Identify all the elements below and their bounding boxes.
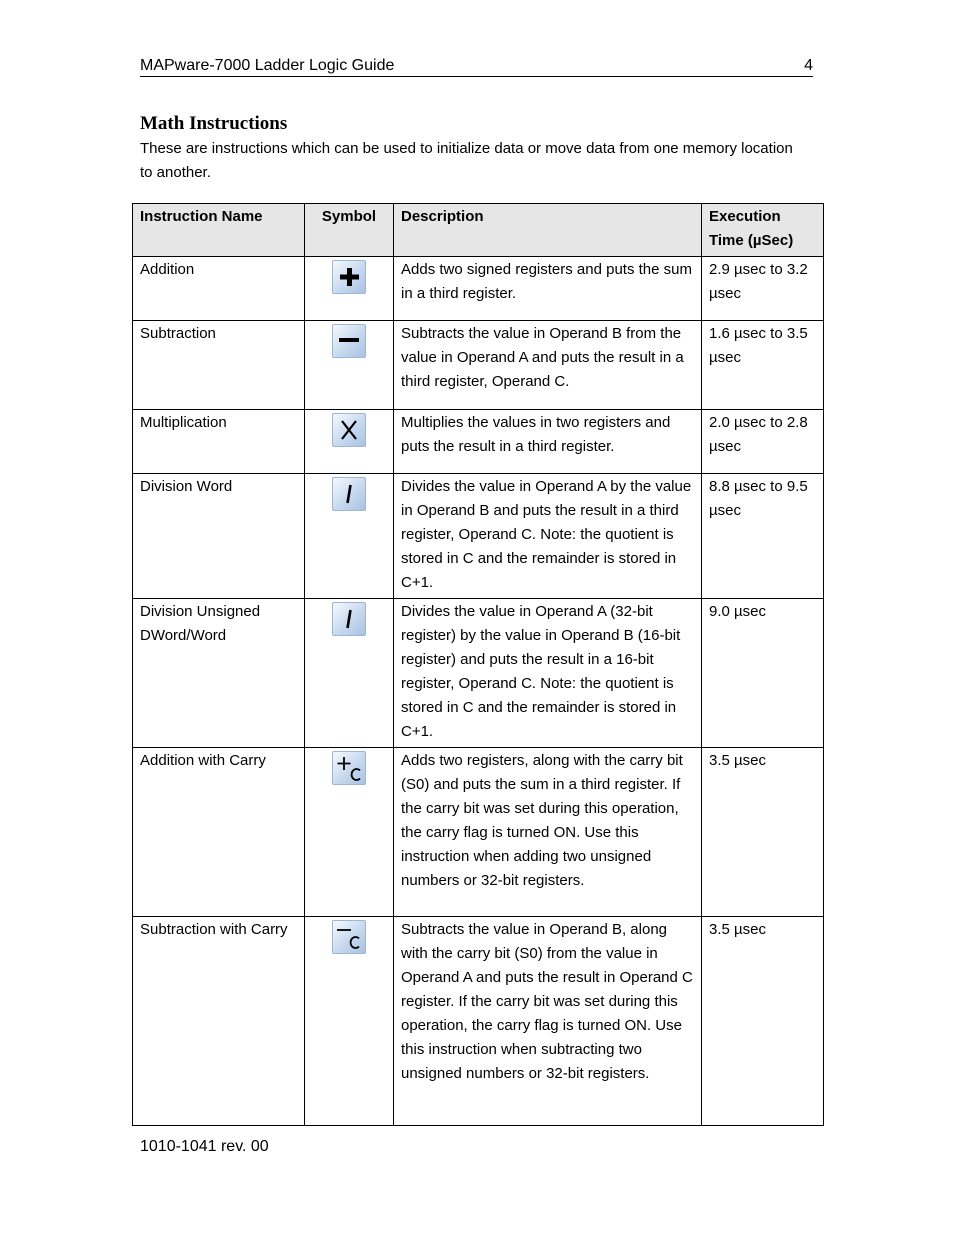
symbol-cell — [305, 257, 394, 321]
minus-icon — [332, 324, 366, 358]
table-row — [133, 257, 824, 321]
table-header-row — [133, 204, 824, 257]
instruction-name: Subtraction with Carry — [133, 917, 305, 1126]
instruction-description: Subtracts the value in Operand B, along with the carry bit (S0) from the value in Operand A and puts the result in Operand C register. If the carry bit was set during this operation, the carry flag is turned ON. Use this instruction when subtracting two unsigned numbers or 32-bit registers. — [394, 917, 702, 1126]
page-number: 4 — [804, 57, 813, 74]
section-intro: These are instructions which can be used to initialize data or move data from one memory location to another. — [140, 140, 793, 181]
header-symbol: Symbol — [305, 204, 394, 257]
table-row — [133, 474, 824, 599]
subtract-carry-icon — [332, 920, 366, 954]
instruction-description: Divides the value in Operand A (32-bit register) by the value in Operand B (16-bit register) and puts the result in a 16-bit register, Operand C. Note: the quotient is stored in C and the remainder is stored in C+1. — [394, 599, 702, 748]
header-description: Description — [394, 204, 702, 257]
symbol-cell — [305, 410, 394, 474]
table-row — [133, 599, 824, 748]
document-footer: 1010-1041 rev. 00 — [140, 1138, 269, 1155]
table-row — [133, 410, 824, 474]
symbol-cell — [305, 917, 394, 1126]
table-row — [133, 917, 824, 1126]
instruction-name: Division Unsigned DWord/Word — [133, 599, 305, 748]
instruction-name: Division Word — [133, 474, 305, 599]
multiply-icon — [332, 413, 366, 447]
instruction-description: Divides the value in Operand A by the value in Operand B and puts the result in a third register, Operand C. Note: the quotient is stored in C and the remainder is stored in C+1. — [394, 474, 702, 599]
section-title: Math Instructions — [140, 113, 288, 134]
execution-time: 9.0 µsec — [702, 599, 824, 748]
execution-time: 1.6 µsec to 3.5 µsec — [702, 321, 824, 410]
instruction-name: Multiplication — [133, 410, 305, 474]
execution-time: 2.9 µsec to 3.2 µsec — [702, 257, 824, 321]
instruction-description: Adds two registers, along with the carry bit (S0) and puts the sum in a third register. If the carry bit was set during this operation, the carry flag is turned ON. Use this instruction when adding two unsigned numbers or 32-bit registers. — [394, 748, 702, 917]
page-header — [140, 56, 813, 77]
symbol-cell — [305, 748, 394, 917]
instruction-name: Subtraction — [133, 321, 305, 410]
header-instruction-name: Instruction Name — [133, 204, 305, 257]
table-row — [133, 748, 824, 917]
execution-time: 2.0 µsec to 2.8 µsec — [702, 410, 824, 474]
add-carry-icon — [332, 751, 366, 785]
execution-time: 8.8 µsec to 9.5 µsec — [702, 474, 824, 599]
execution-time: 3.5 µsec — [702, 917, 824, 1126]
instruction-description: Adds two signed registers and puts the sum in a third register. — [394, 257, 702, 321]
instruction-description: Multiplies the values in two registers and puts the result in a third register. — [394, 410, 702, 474]
math-instructions-table — [132, 203, 824, 1126]
instruction-name: Addition with Carry — [133, 748, 305, 917]
document-title: MAPware-7000 Ladder Logic Guide — [140, 57, 395, 74]
symbol-cell — [305, 321, 394, 410]
header-execution-time: Execution Time (µSec) — [702, 204, 824, 257]
symbol-cell — [305, 474, 394, 599]
table-row — [133, 321, 824, 410]
instruction-description: Subtracts the value in Operand B from the value in Operand A and puts the result in a third register, Operand C. — [394, 321, 702, 410]
execution-time: 3.5 µsec — [702, 748, 824, 917]
instruction-name: Addition — [133, 257, 305, 321]
divide-icon — [332, 602, 366, 636]
plus-icon — [332, 260, 366, 294]
symbol-cell — [305, 599, 394, 748]
divide-icon — [332, 477, 366, 511]
